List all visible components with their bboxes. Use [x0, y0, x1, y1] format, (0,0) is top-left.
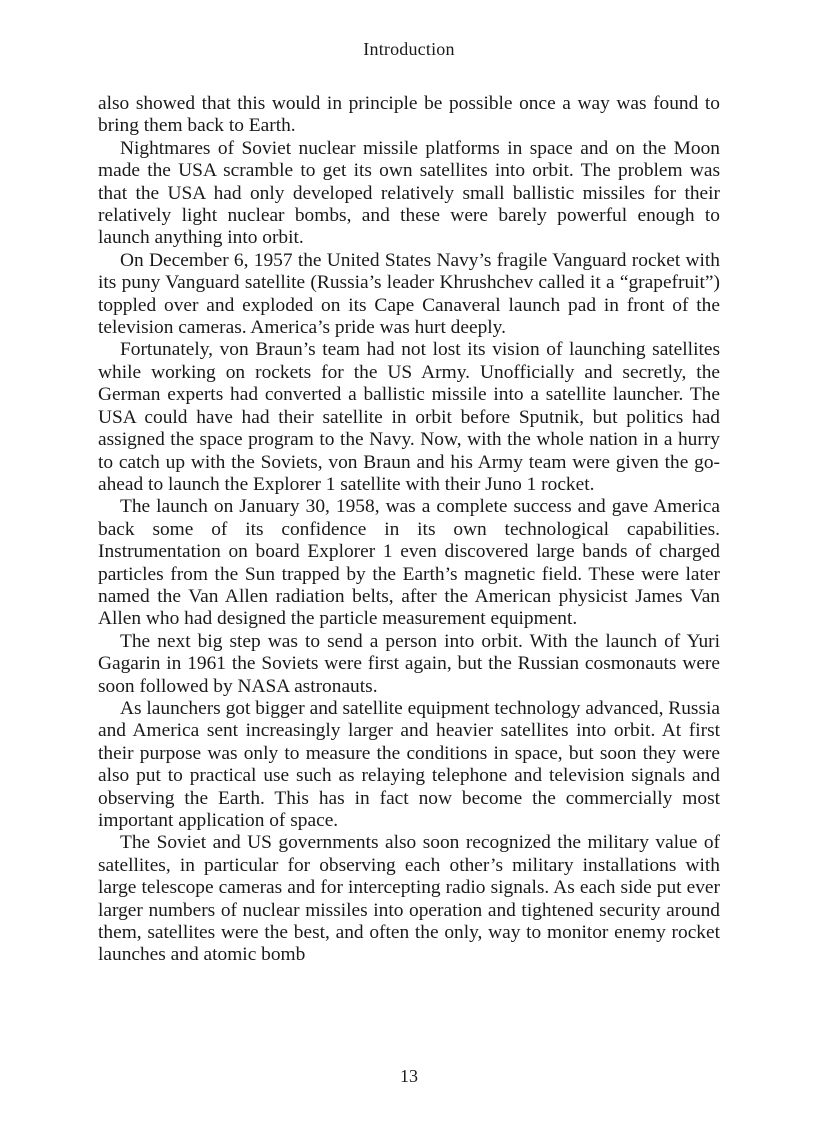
paragraph: The Soviet and US governments also soon recognized the military value of satellites, in particular for observing each other’s military installations with large telescope cameras and for intercepting radio signals. As each side put ever larger numbers of nuclear missiles into operation and tightened security around them, satellites were the best, and often the only, way to monitor enemy rocket launches and atomic bomb — [98, 832, 720, 966]
paragraph-continued: also showed that this would in principle be possible once a way was found to bring them back to Earth. — [98, 93, 720, 137]
book-page — [98, 0, 720, 1123]
paragraph: Fortunately, von Braun’s team had not lost its vision of launching satellites while working on rockets for the US Army. Unofficially and secretly, the German experts had converted a ballistic missile into a satellite launcher. The USA could have had their satellite in orbit before Sputnik, but politics had assigned the space program to the Navy. Now, with the whole nation in a hurry to catch up with the Soviets, von Braun and his Army team were given the go-ahead to launch the Explorer 1 satellite with their Juno 1 rocket. — [98, 339, 720, 495]
running-head: Introduction — [363, 39, 455, 59]
paragraph: Nightmares of Soviet nuclear missile platforms in space and on the Moon made the USA scramble to get its own satellites into orbit. The problem was that the USA had only developed relatively small ballistic missiles for their relatively light nuclear bombs, and these were barely powerful enough to launch anything into orbit. — [98, 137, 720, 249]
paragraph: The launch on January 30, 1958, was a complete success and gave America back some of its confidence in its own technological capabilities. Instrumentation on board Explorer 1 even discovered large bands of charged particles from the Sun trapped by the Earth’s magnetic field. These were later named the Van Allen radiation belts, after the American physicist James Van Allen who had designed the particle measurement equipment. — [98, 496, 720, 630]
body-text — [98, 93, 720, 967]
paragraph: The next big step was to send a person into orbit. With the launch of Yuri Gagarin in 1961 the Soviets were first again, but the Russian cosmonauts were soon followed by NASA astronauts. — [98, 630, 720, 697]
paragraph: On December 6, 1957 the United States Navy’s fragile Vanguard rocket with its puny Vanguard satellite (Russia’s leader Khrushchev called it a “grapefruit”) toppled over and exploded on its Cape Canaveral launch pad in front of the television cameras. America’s pride was hurt deeply. — [98, 249, 720, 339]
page-number: 13 — [400, 1066, 418, 1086]
paragraph: As launchers got bigger and satellite equipment technology advanced, Russia and America sent increasingly larger and heavier satellites into orbit. At first their purpose was only to measure the conditions in space, but soon they were also put to practical use such as relaying telephone and television signals and observing the Earth. This has in fact now become the commercially most important application of space. — [98, 697, 720, 831]
